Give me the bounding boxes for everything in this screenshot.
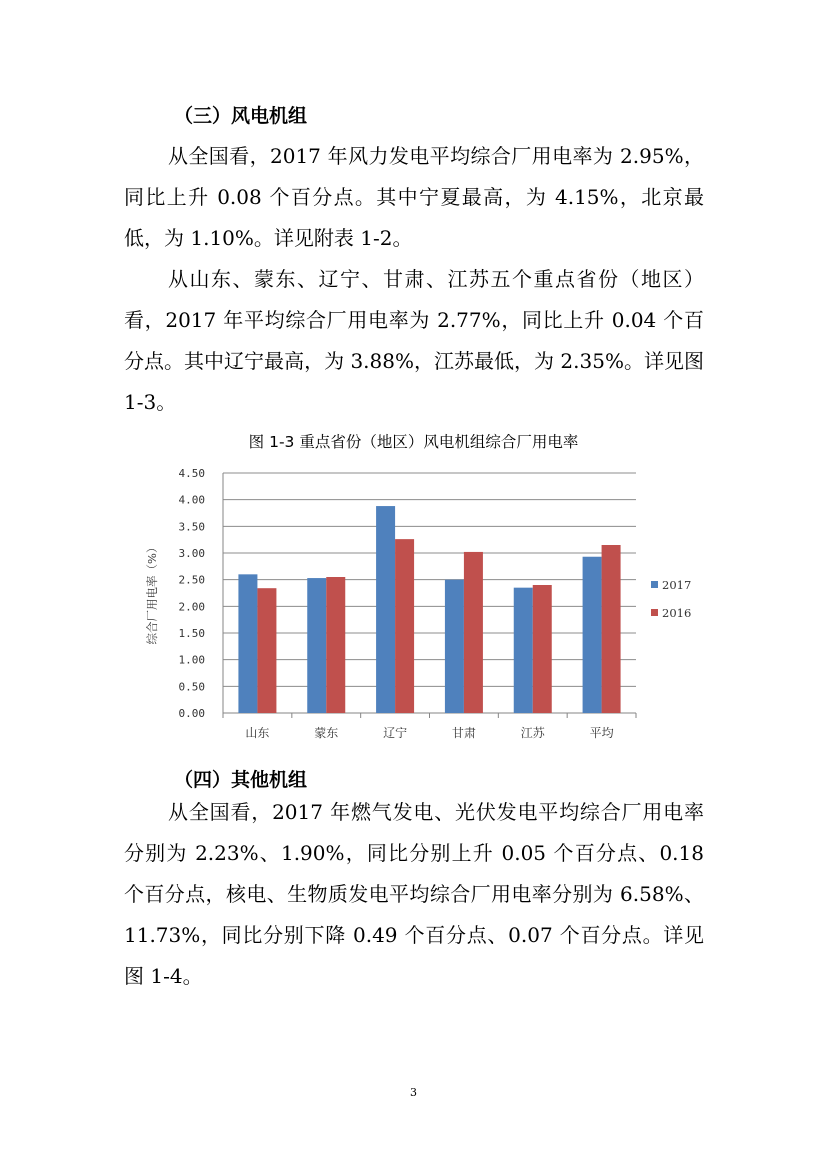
x-tick-label: 甘肃 [451,726,476,740]
bar-2016-江苏 [533,585,552,713]
y-tick-label: 0.50 [178,680,205,694]
x-tick-label: 辽宁 [383,726,408,740]
y-tick-label: 0.00 [178,707,205,720]
legend-label-2016: 2016 [662,606,692,620]
bar-2017-蒙东 [307,578,326,713]
legend-label-2017: 2017 [662,578,692,592]
y-tick-label: 4.50 [178,467,205,480]
y-tick-label: 1.50 [178,627,205,640]
bar-2017-山东 [238,574,257,713]
page-number: 3 [410,1086,417,1099]
y-tick-label: 4.00 [178,493,205,507]
section-heading-other: （四）其他机组 [174,769,308,791]
x-tick-label: 江苏 [520,726,545,740]
wind-rate-bar-chart [130,455,710,755]
bar-2016-蒙东 [326,577,345,713]
y-tick-label: 3.00 [178,547,205,560]
bar-2016-平均 [602,545,621,713]
legend-swatch-2017 [651,581,658,588]
chart-title: 图 1-3 重点省份（地区）风电机组综合厂用电率 [248,433,579,451]
paragraph-wind-provinces: 从山东、蒙东、辽宁、甘肃、江苏五个重点省份（地区）看，2017 年平均综合厂用电率为 2.77%，同比上升 0.04 个百分点。其中辽宁最高，为 3.88%，江苏最低，为 2.35%。详见图 1-3。 [124,267,704,414]
bar-2016-辽宁 [395,539,414,713]
y-tick-label: 2.00 [178,600,205,614]
paragraph-wind-national: 从全国看，2017 年风力发电平均综合厂用电率为 2.95%，同比上升 0.08 个百分点。其中宁夏最高，为 4.15%，北京最低，为 1.10%。详见附表 1-2。 [124,144,704,250]
y-tick-label: 2.50 [178,573,205,587]
bar-2017-江苏 [514,588,533,713]
y-axis-title: 综合厂用电率（%） [145,541,159,645]
bar-2017-辽宁 [376,506,395,713]
x-tick-label: 山东 [245,726,270,740]
y-tick-label: 3.50 [178,520,205,534]
section-heading-wind: （三）风电机组 [174,105,308,127]
x-tick-label: 平均 [589,726,614,740]
legend-swatch-2016 [651,609,658,616]
bar-2017-平均 [583,557,602,713]
bar-2016-甘肃 [464,552,483,713]
x-tick-label: 蒙东 [314,726,339,740]
bar-2016-山东 [257,588,276,713]
bar-2017-甘肃 [445,580,464,713]
y-tick-label: 1.00 [178,653,205,667]
paragraph-other-units: 从全国看，2017 年燃气发电、光伏发电平均综合厂用电率分别为 2.23%、1.90%，同比分别上升 0.05 个百分点、0.18 个百分点，核电、生物质发电平均综合厂用电率分别为 6.58%、11.73%，同比分别下降 0.49 个百分点、0.07 个百分点。详见图 1-4。 [124,800,704,988]
